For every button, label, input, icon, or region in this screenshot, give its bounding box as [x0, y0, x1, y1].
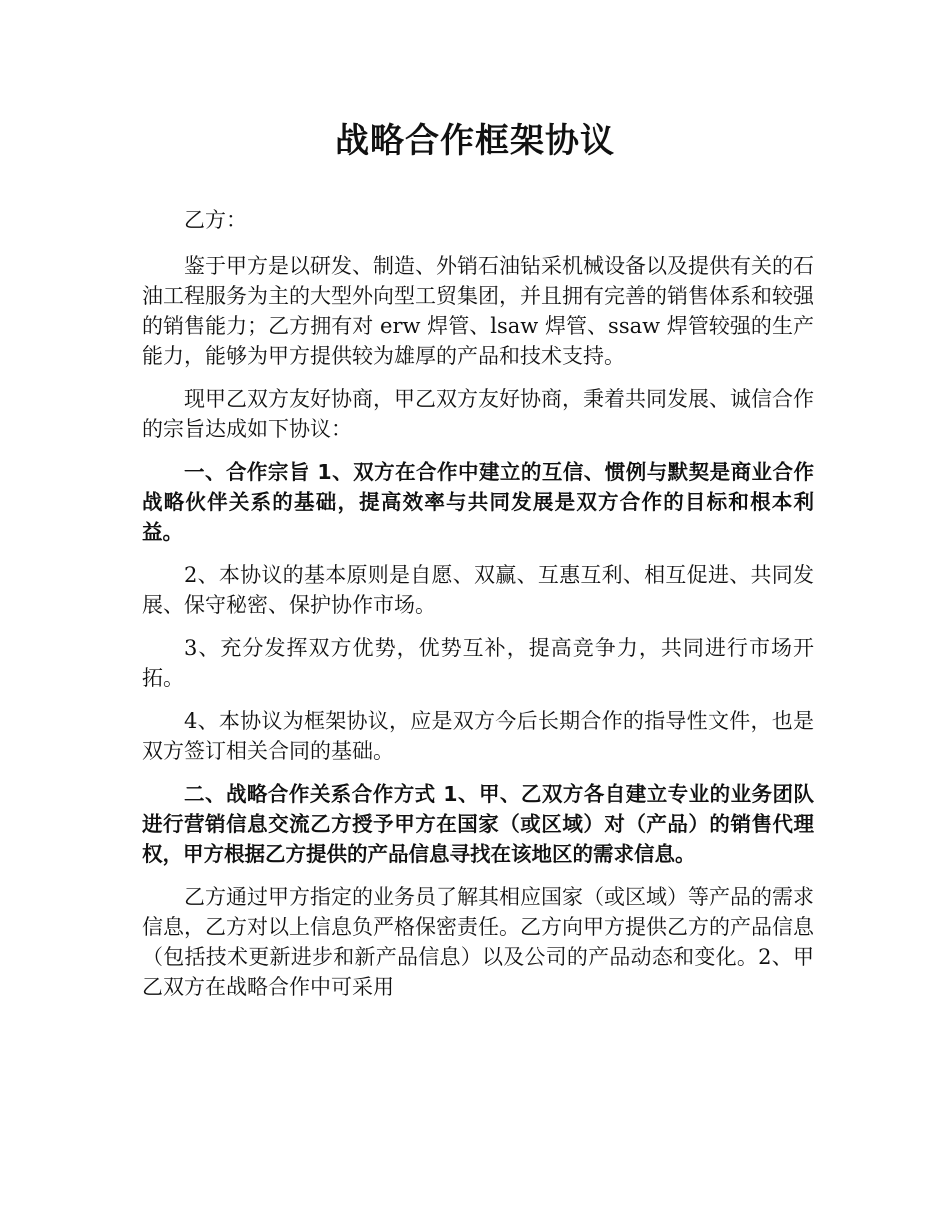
section-2-heading: 二、战略合作关系合作方式 1、甲、乙双方各自建立专业的业务团队进行营销信息交流乙方授予甲方在国家（或区域）对（产品）的销售代理权，甲方根据乙方提供的产品信息寻找在该地区的需求信息。 — [142, 782, 814, 866]
paragraph-cooperation-details: 乙方通过甲方指定的业务员了解其相应国家（或区域）等产品的需求信息，乙方对以上信息负严格保密责任。乙方向甲方提供乙方的产品信息（包括技术更新进步和新产品信息）以及公司的产品动态和变化。2、甲乙双方在战略合作中可采用 — [142, 885, 814, 999]
paragraph-clause-2: 2、本协议的基本原则是自愿、双赢、互惠互利、相互促进、共同发展、保守秘密、保护协作市场。 — [142, 563, 814, 617]
document-body — [142, 205, 814, 1015]
paragraph-clause-4: 4、本协议为框架协议，应是双方今后长期合作的指导性文件，也是双方签订相关合同的基础。 — [142, 709, 814, 763]
party-b-line: 乙方： — [184, 208, 247, 232]
paragraph-agreement-intro: 现甲乙双方友好协商，甲乙双方友好协商，秉着共同发展、诚信合作的宗旨达成如下协议： — [142, 387, 814, 441]
document-title: 战略合作框架协议 — [335, 121, 615, 161]
paragraph-preamble: 鉴于甲方是以研发、制造、外销石油钻采机械设备以及提供有关的石油工程服务为主的大型外向型工贸集团，并且拥有完善的销售体系和较强的销售能力；乙方拥有对 erw 焊管、lsaw 焊管、ssaw 焊管较强的生产能力，能够为甲方提供较为雄厚的产品和技术支持。 — [142, 254, 814, 368]
paragraph-clause-3: 3、充分发挥双方优势，优势互补，提高竞争力，共同进行市场开拓。 — [142, 636, 814, 690]
section-1-heading: 一、合作宗旨 1、双方在合作中建立的互信、惯例与默契是商业合作战略伙伴关系的基础，提高效率与共同发展是双方合作的目标和根本利益。 — [142, 460, 814, 544]
